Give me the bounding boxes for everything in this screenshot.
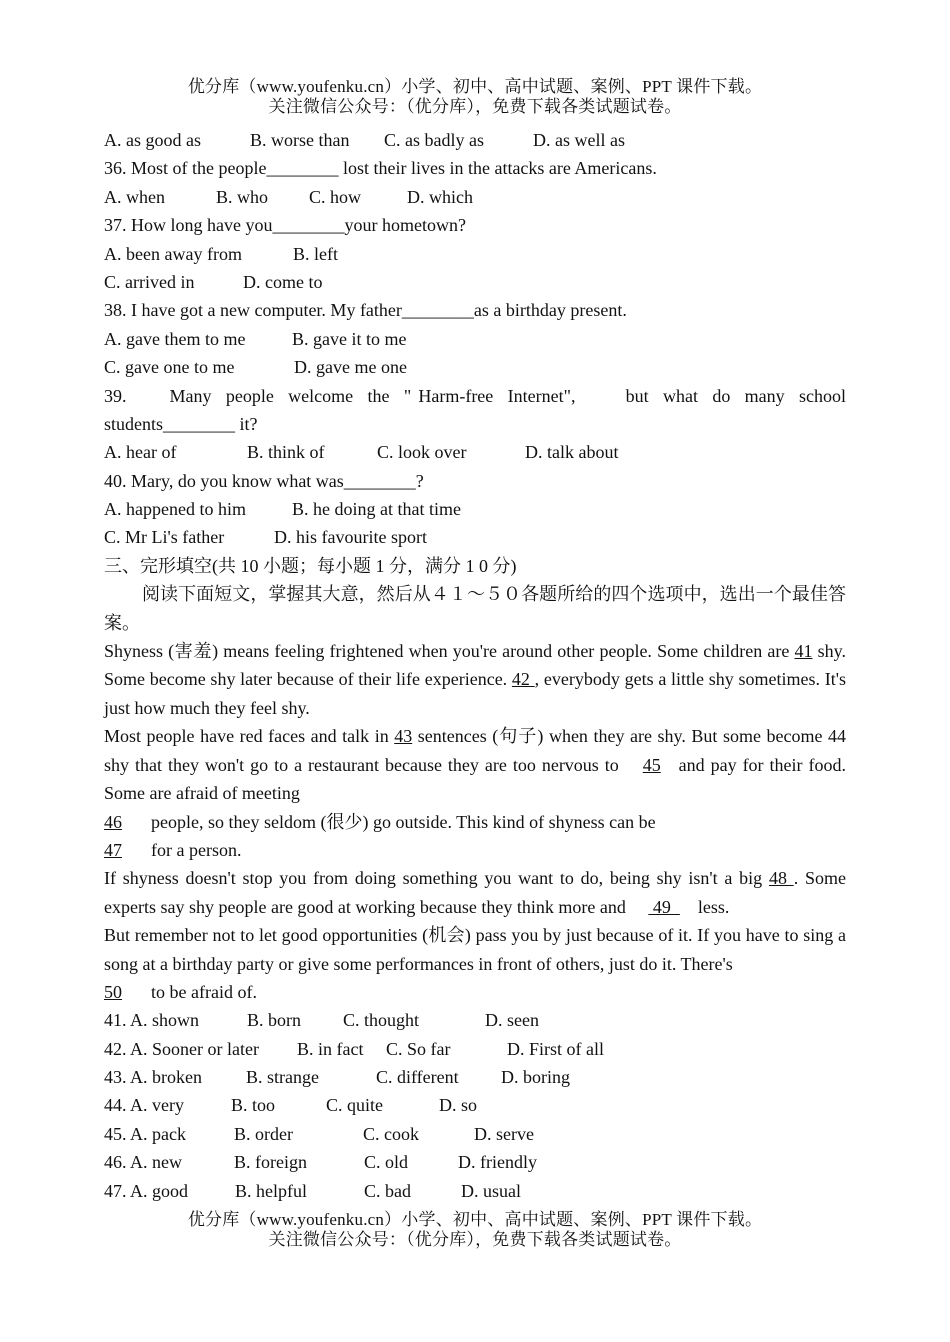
blank-47: 47 (104, 839, 122, 860)
q42-option-b: B. in fact (297, 1038, 364, 1059)
q43-option-a: 43. A. broken (104, 1067, 202, 1088)
blank-41: 41 (794, 641, 813, 662)
q37-option-c: C. arrived in (104, 271, 195, 292)
q38-options-row2 (104, 353, 846, 381)
q36-options (104, 183, 846, 211)
q47-option-b: B. helpful (235, 1180, 307, 1201)
passage-paragraph-4 (104, 921, 846, 978)
q35-option-b: B. worse than (250, 130, 350, 150)
header-line-2: 关注微信公众号：（优分库），免费下载各类试题试卷。 (268, 97, 682, 116)
q47-option-d: D. usual (461, 1180, 521, 1201)
q44-option-a: 44. A. very (104, 1095, 184, 1116)
q37-options-row2 (104, 268, 846, 296)
q40-option-d: D. his favourite sport (274, 527, 427, 548)
passage-line-47 (104, 836, 846, 864)
passage-text: , everybody gets a little shy sometimes. It's just how much they feel shy. (104, 669, 846, 718)
q39-option-d: D. talk about (525, 442, 619, 463)
q39-stem-line1: 39. Many people welcome the " Harm-free Internet", but what do many school (104, 385, 846, 406)
blank-42: 42 (511, 669, 535, 690)
q41-option-d: D. seen (485, 1010, 539, 1031)
passage-line-46 (104, 808, 846, 836)
q37-options-row1 (104, 240, 846, 268)
q39-options (104, 438, 846, 466)
q36-option-c: C. how (309, 186, 362, 207)
q42-options (104, 1035, 846, 1063)
passage-text: to be afraid of. (151, 981, 257, 1002)
q47-option-a: 47. A. good (104, 1180, 189, 1201)
q37-option-a: A. been away from (104, 243, 242, 264)
passage-text: If shyness doesn't stop you from doing something you want to do, being shy isn't a big (104, 868, 769, 889)
q43-option-c: C. different (376, 1067, 459, 1088)
q47-options (104, 1177, 846, 1205)
q46-option-c: C. old (364, 1152, 409, 1173)
q38-option-c: C. gave one to me (104, 357, 235, 378)
q37-option-d: D. come to (243, 271, 323, 292)
passage-text: shy. Some become shy later because of their life experience. (104, 641, 846, 690)
q45-options (104, 1120, 846, 1148)
q44-option-c: C. quite (326, 1095, 383, 1116)
blank-49: 49 (648, 896, 680, 917)
q38-options-row1 (104, 325, 846, 353)
q41-option-a: 41. A. shown (104, 1010, 200, 1031)
footer-line-1: 优分库（www.youfenku.cn）小学、初中、高中试题、案例、PPT 课件下载。 (187, 1210, 763, 1229)
q38-stem: 38. I have got a new computer. My father________as a birthday present. (104, 300, 627, 321)
q40-option-c: C. Mr Li's father (104, 527, 225, 548)
q43-options (104, 1063, 846, 1091)
q46-options (104, 1148, 846, 1176)
q46-option-a: 46. A. new (104, 1152, 182, 1173)
q36-option-a: A. when (104, 186, 165, 207)
passage-text: and pay for their food. Some are afraid of meeting (104, 754, 860, 804)
blank-45: 45 (642, 754, 661, 775)
q44-options (104, 1091, 846, 1119)
q42-option-c: C. So far (386, 1038, 451, 1059)
q40-option-a: A. happened to him (104, 499, 246, 520)
q39-option-b: B. think of (247, 442, 325, 463)
q37-option-b: B. left (293, 243, 338, 264)
q41-options (104, 1006, 846, 1034)
section-title: 三、完形填空(共 10 小题；每小题 1 分，满分 1 0 分) (104, 555, 517, 576)
q35-option-a: A. as good as (104, 130, 201, 150)
exam-body (104, 126, 860, 1205)
q41-option-b: B. born (247, 1010, 301, 1031)
q40-options-row2 (104, 523, 846, 551)
q38-option-d: D. gave me one (294, 357, 407, 378)
footer-line-2: 关注微信公众号：（优分库），免费下载各类试题试卷。 (268, 1230, 682, 1249)
passage-text: sentences (句子) when they are shy. But some become 44 shy that they won't go to a restaurant because they are too nervous to (104, 726, 851, 775)
q38-option-a: A. gave them to me (104, 328, 246, 349)
q38-option-b: B. gave it to me (292, 328, 407, 349)
q45-option-a: 45. A. pack (104, 1123, 186, 1144)
passage-text: people, so they seldom (很少) go outside. This kind of shyness can be (151, 811, 656, 832)
passage-text: less. (679, 896, 730, 917)
page-footer (0, 1210, 950, 1250)
blank-46: 46 (104, 811, 122, 832)
page-header (0, 77, 950, 117)
q44-option-b: B. too (231, 1095, 276, 1116)
passage-paragraph-3 (104, 864, 851, 921)
q44-option-d: D. so (439, 1095, 478, 1116)
q43-option-b: B. strange (246, 1067, 319, 1088)
q35-option-d: D. as well as (533, 130, 625, 150)
q40-stem: 40. Mary, do you know what was________? (104, 470, 424, 491)
q37-stem: 37. How long have you________your hometown? (104, 215, 466, 236)
q36-option-d: D. which (407, 186, 473, 207)
q35-options (104, 126, 846, 154)
q42-option-a: 42. A. Sooner or later (104, 1038, 259, 1059)
q45-option-c: C. cook (363, 1123, 419, 1144)
q41-option-c: C. thought (343, 1010, 420, 1031)
passage-paragraph-2 (104, 722, 860, 807)
blank-43: 43 (394, 726, 413, 747)
q39-option-a: A. hear of (104, 442, 177, 463)
blank-50: 50 (104, 981, 122, 1002)
passage-text: Shyness (害羞) means feeling frightened when you're around other people. Some children are (104, 641, 795, 662)
q40-options-row1 (104, 495, 846, 523)
q35-option-c: C. as badly as (384, 130, 484, 150)
header-line-1: 优分库（www.youfenku.cn）小学、初中、高中试题、案例、PPT 课件下载。 (187, 77, 763, 96)
q42-option-d: D. First of all (507, 1038, 604, 1059)
q39-stem-line2: students________ it? (104, 413, 258, 434)
passage-text: . Some experts say shy people are good at working because they think more and (104, 868, 851, 917)
blank-48: 48 (768, 868, 794, 889)
q46-option-d: D. friendly (458, 1152, 537, 1173)
q36-option-b: B. who (216, 186, 269, 207)
q46-option-b: B. foreign (234, 1152, 307, 1173)
q43-option-d: D. boring (501, 1067, 570, 1088)
q36-stem: 36. Most of the people________ lost their lives in the attacks are Americans. (104, 158, 657, 179)
q45-option-b: B. order (234, 1123, 293, 1144)
section-instruction: 阅读下面短文，掌握其大意，然后从４１～５０各题所给的四个选项中，选出一个最佳答案。 (104, 584, 846, 633)
passage-text: for a person. (151, 839, 242, 860)
passage-text: But remember not to let good opportunities (机会) pass you by just because of it. If you have to sing a song at a birthday party or give some performances in front of others, just do it. There's (104, 925, 846, 974)
q40-option-b: B. he doing at that time (292, 499, 461, 520)
passage-paragraph-1 (104, 637, 846, 722)
passage-text: Most people have red faces and talk in (104, 726, 395, 747)
q39-option-c: C. look over (377, 442, 467, 463)
q47-option-c: C. bad (364, 1180, 411, 1201)
passage-line-50 (104, 978, 846, 1006)
q45-option-d: D. serve (474, 1123, 534, 1144)
